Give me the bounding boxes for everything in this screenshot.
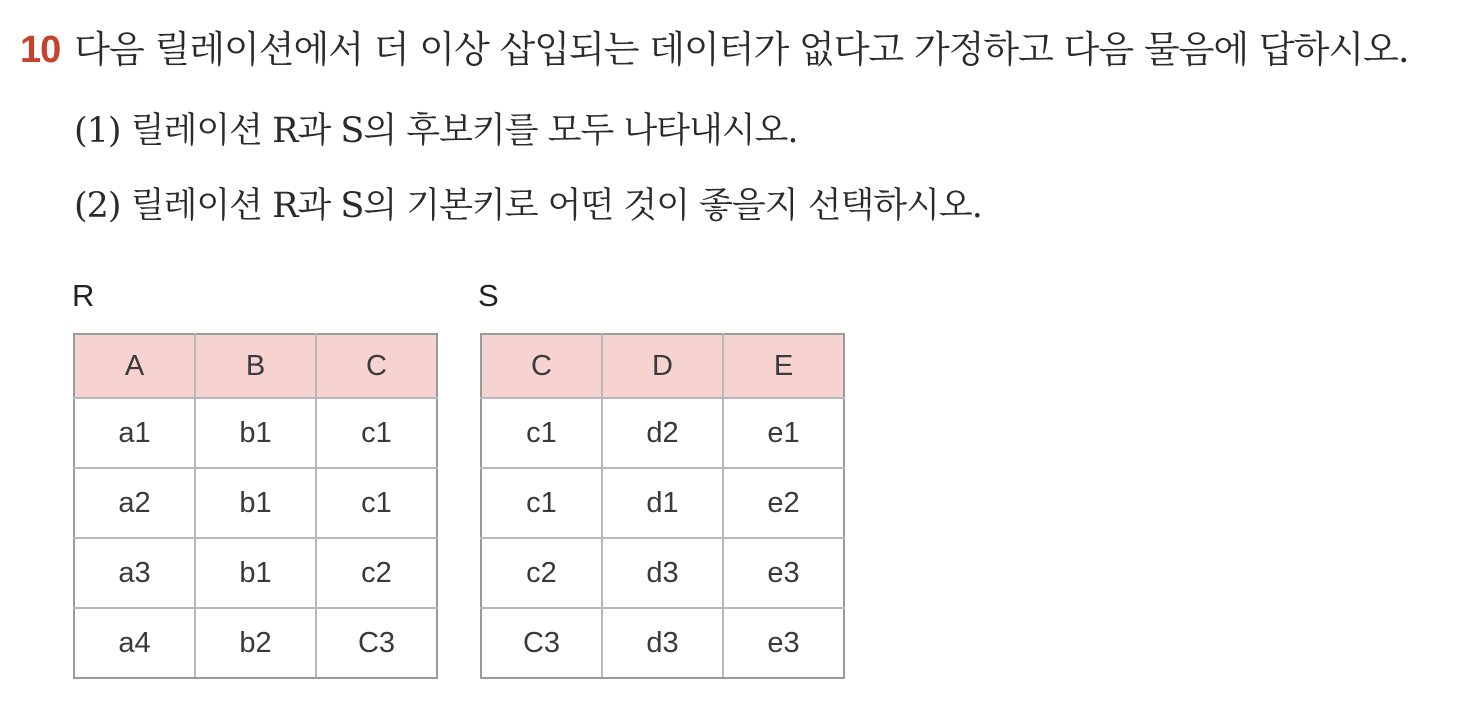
- column-header: B: [195, 334, 316, 398]
- table-row: [481, 538, 844, 608]
- column-header: A: [74, 334, 195, 398]
- table-row: [481, 398, 844, 468]
- table-cell: a2: [74, 468, 195, 538]
- table-cell: a1: [74, 398, 195, 468]
- column-header: C: [316, 334, 437, 398]
- question-text: 다음 릴레이션에서 더 이상 삽입되는 데이터가 없다고 가정하고 다음 물음에 답하시오.: [74, 28, 1409, 71]
- table-row: [74, 608, 437, 678]
- table-cell: b1: [195, 468, 316, 538]
- relation-r-table: [73, 333, 438, 679]
- question: [20, 26, 1409, 74]
- table-row: [481, 468, 844, 538]
- table-cell: e3: [723, 538, 844, 608]
- table-cell: C3: [481, 608, 602, 678]
- table-header-row: [481, 334, 844, 398]
- table-row: [74, 468, 437, 538]
- relation-r-label: R: [72, 278, 95, 313]
- column-header: C: [481, 334, 602, 398]
- table-row: [74, 398, 437, 468]
- table-cell: c2: [316, 538, 437, 608]
- table-cell: e1: [723, 398, 844, 468]
- sub-question-1: (1) 릴레이션 R과 S의 후보키를 모두 나타내시오.: [74, 111, 798, 151]
- table-cell: a4: [74, 608, 195, 678]
- table-cell: b2: [195, 608, 316, 678]
- table-cell: b1: [195, 398, 316, 468]
- column-header: D: [602, 334, 723, 398]
- table-cell: c1: [316, 398, 437, 468]
- table-cell: d2: [602, 398, 723, 468]
- relation-s-table: [480, 333, 845, 679]
- table-cell: e2: [723, 468, 844, 538]
- table-cell: a3: [74, 538, 195, 608]
- column-header: E: [723, 334, 844, 398]
- table-row: [481, 608, 844, 678]
- table-cell: c1: [481, 468, 602, 538]
- relation-s-label: S: [478, 278, 499, 313]
- question-number: 10: [20, 29, 61, 71]
- table-cell: c2: [481, 538, 602, 608]
- table-cell: d3: [602, 538, 723, 608]
- table-cell: d1: [602, 468, 723, 538]
- sub-question-2: (2) 릴레이션 R과 S의 기본키로 어떤 것이 좋을지 선택하시오.: [74, 186, 982, 226]
- table-cell: d3: [602, 608, 723, 678]
- table-cell: c1: [481, 398, 602, 468]
- table-row: [74, 538, 437, 608]
- table-cell: c1: [316, 468, 437, 538]
- table-cell: b1: [195, 538, 316, 608]
- table-cell: e3: [723, 608, 844, 678]
- table-cell: C3: [316, 608, 437, 678]
- table-header-row: [74, 334, 437, 398]
